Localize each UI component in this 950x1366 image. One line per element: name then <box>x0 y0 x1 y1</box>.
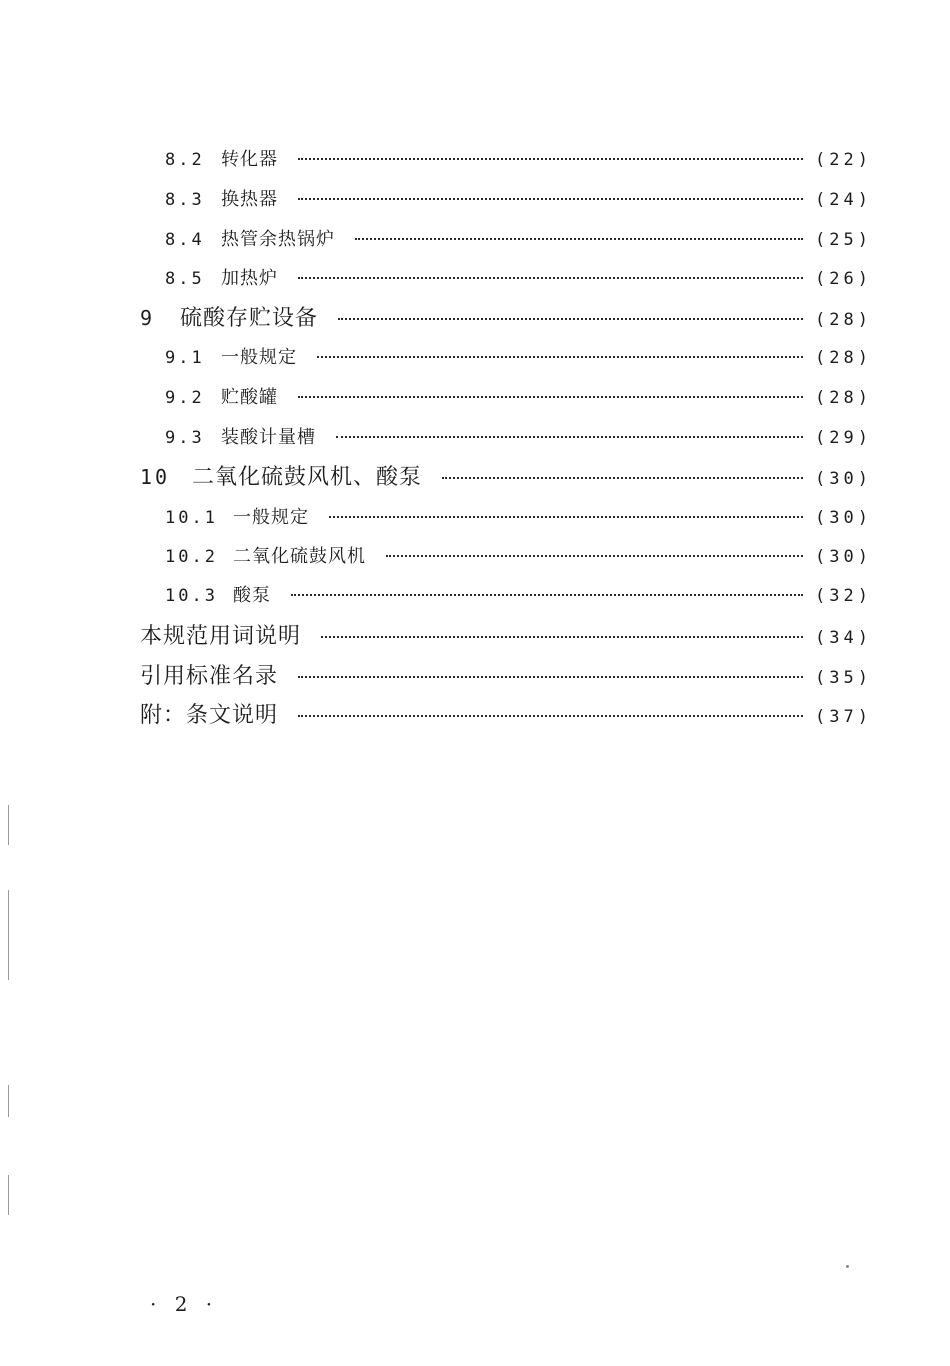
section-title: 一般规定 <box>221 347 297 368</box>
section-number: 8.4 <box>165 230 205 250</box>
section-title: 二氧化硫鼓风机 <box>233 546 366 567</box>
page-ref: (30) <box>815 469 872 489</box>
page-ref: (37) <box>815 707 872 727</box>
page-ref: (22) <box>815 150 872 170</box>
page-ref: (30) <box>815 547 872 567</box>
dot-leader <box>298 198 803 200</box>
page-ref: (35) <box>815 668 872 688</box>
toc-entry-8-5[interactable] <box>165 264 872 292</box>
section-title: 加热炉 <box>221 268 278 289</box>
section-title: 换热器 <box>221 189 278 210</box>
section-number: 9.1 <box>165 348 205 368</box>
toc-entry-9-2[interactable] <box>165 383 872 411</box>
dot-leader <box>329 516 803 518</box>
page-ref: (34) <box>815 628 872 648</box>
toc-entry-10[interactable] <box>140 460 872 492</box>
section-number: 8.5 <box>165 269 205 289</box>
section-number: 9.3 <box>165 428 205 448</box>
page-ref: (29) <box>815 428 872 448</box>
dot-leader <box>298 396 803 398</box>
page-number: · 2 · <box>150 1292 219 1316</box>
section-title: 酸泵 <box>233 585 271 606</box>
toc-entry-8-4[interactable] <box>165 225 872 253</box>
toc-entry-10-3[interactable] <box>165 581 872 609</box>
toc-entry-appendix[interactable] <box>140 698 872 730</box>
dot-leader <box>386 555 803 557</box>
page-ref: (26) <box>815 269 872 289</box>
chapter-title: 二氧化硫鼓风机、酸泵 <box>192 465 423 490</box>
scan-speck <box>846 1265 849 1268</box>
toc-entry-10-1[interactable] <box>165 503 872 531</box>
entry-title: 附：条文说明 <box>140 703 279 728</box>
section-number: 10.2 <box>165 547 218 567</box>
toc-entry-8-2[interactable] <box>165 145 872 173</box>
section-title: 转化器 <box>221 149 278 170</box>
section-title: 一般规定 <box>233 507 309 528</box>
toc-entry-8-3[interactable] <box>165 185 872 213</box>
dot-leader <box>298 676 803 678</box>
toc-entry-10-2[interactable] <box>165 542 872 570</box>
dot-leader <box>291 594 803 596</box>
toc-entry-terms[interactable] <box>140 619 872 651</box>
toc-entry-9-1[interactable] <box>165 343 872 371</box>
page-ref: (25) <box>815 230 872 250</box>
scan-artifact <box>8 805 9 845</box>
scan-artifact <box>8 890 9 980</box>
section-number: 8.2 <box>165 150 205 170</box>
toc-entry-references[interactable] <box>140 659 872 691</box>
toc-entry-9[interactable] <box>140 301 872 333</box>
page-ref: (28) <box>815 348 872 368</box>
dot-leader <box>338 318 803 320</box>
section-number: 10.1 <box>165 508 218 528</box>
section-title: 装酸计量槽 <box>221 427 316 448</box>
chapter-number: 9 <box>140 306 156 330</box>
dot-leader <box>317 356 803 358</box>
page-ref: (28) <box>815 388 872 408</box>
dot-leader <box>355 238 803 240</box>
page-ref: (28) <box>815 310 872 330</box>
dot-leader <box>336 436 803 438</box>
page-ref: (30) <box>815 508 872 528</box>
section-number: 8.3 <box>165 190 205 210</box>
chapter-number: 10 <box>140 465 171 489</box>
entry-title: 引用标准名录 <box>140 664 279 689</box>
section-number: 9.2 <box>165 388 205 408</box>
page-ref: (24) <box>815 190 872 210</box>
page-ref: (32) <box>815 586 872 606</box>
toc-entry-9-3[interactable] <box>165 423 872 451</box>
scan-artifact <box>8 1175 9 1215</box>
section-title: 热管余热锅炉 <box>221 229 335 250</box>
section-number: 10.3 <box>165 586 218 606</box>
dot-leader <box>321 636 803 638</box>
section-title: 贮酸罐 <box>221 387 278 408</box>
chapter-title: 硫酸存贮设备 <box>180 306 319 331</box>
dot-leader <box>298 715 803 717</box>
entry-title: 本规范用词说明 <box>140 624 302 649</box>
dot-leader <box>298 277 803 279</box>
dot-leader <box>442 477 803 479</box>
scan-artifact <box>8 1085 9 1117</box>
dot-leader <box>298 158 803 160</box>
